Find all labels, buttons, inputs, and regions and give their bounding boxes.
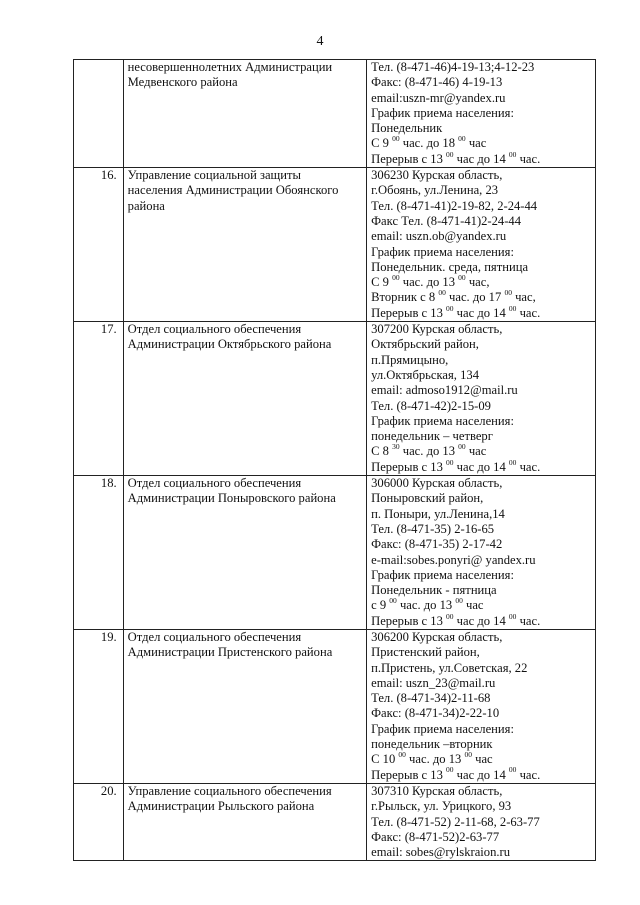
organization-name-line: Администрации Рыльского района <box>127 799 315 814</box>
contact-line: Тел. (8-471-34)2-11-68 <box>371 691 491 706</box>
contact-line: г.Рыльск, ул. Урицкого, 93 <box>371 799 512 814</box>
contact-line: Перерыв с 13 $^{00}$ час до 14 $^{00}$ час. <box>371 303 541 320</box>
contact-line: С 8 $^{30}$ час. до 13 $^{00}$ час <box>371 442 487 459</box>
contact-line: График приема населения: <box>371 244 514 259</box>
contact-details <box>367 476 596 630</box>
organization-name <box>123 476 366 630</box>
contact-line: Пристенский район, <box>371 645 480 660</box>
contact-line: Факс: (8-471-52)2-63-77 <box>371 829 500 844</box>
time-minutes: 00 <box>446 765 454 775</box>
time-minutes: 00 <box>464 750 472 760</box>
row-number: 19. <box>74 629 124 783</box>
contact-line: Вторник с 8 $^{00}$ час. до 17 $^{00}$ час, <box>371 288 536 305</box>
contact-line: Поныровский район, <box>371 491 484 506</box>
time-minutes: 00 <box>446 149 454 159</box>
row-number <box>74 60 124 168</box>
time-minutes: 00 <box>504 288 512 298</box>
time-minutes: 00 <box>438 288 446 298</box>
table-row <box>74 168 596 322</box>
organization-name <box>123 322 366 476</box>
time-minutes: 00 <box>458 272 466 282</box>
contact-details <box>367 322 596 476</box>
row-number: 17. <box>74 322 124 476</box>
time-minutes: 00 <box>389 596 397 606</box>
contact-line: Понедельник <box>371 121 443 136</box>
contact-line: п.Пристень, ул.Советская, 22 <box>371 660 528 675</box>
contact-details <box>367 168 596 322</box>
contact-line: Тел. (8-471-35) 2-16-65 <box>371 521 495 536</box>
row-number: 16. <box>74 168 124 322</box>
contact-details <box>367 783 596 860</box>
organization-name-line: Отдел социального обеспечения <box>127 476 302 491</box>
organization-name <box>123 629 366 783</box>
contact-line: Факс: (8-471-34)2-22-10 <box>371 706 500 721</box>
contact-line: 307310 Курская область, <box>371 783 503 798</box>
time-minutes: 00 <box>392 272 400 282</box>
contact-line: Факс: (8-471-35) 2-17-42 <box>371 537 503 552</box>
table-row <box>74 783 596 860</box>
contact-line: График приема населения: <box>371 413 514 428</box>
organization-name <box>123 60 366 168</box>
organization-name-line: Отдел социального обеспечения <box>127 322 302 337</box>
contact-line: 306000 Курская область, <box>371 476 503 491</box>
contact-line: График приема населения: <box>371 105 514 120</box>
contact-line: 306200 Курская область, <box>371 629 503 644</box>
contact-line: email: uszn.ob@yandex.ru <box>371 229 507 244</box>
contact-line: ул.Октябрьская, 134 <box>371 367 479 382</box>
page-number: 4 <box>316 34 324 49</box>
contact-line: email:uszn-mr@yandex.ru <box>371 90 506 105</box>
contact-line: email: uszn_23@mail.ru <box>371 675 496 690</box>
table-row <box>74 476 596 630</box>
time-minutes: 00 <box>508 765 517 775</box>
contact-line: С 10 $^{00}$ час. до 13 $^{00}$ час <box>371 750 493 767</box>
organization-name-line: несовершеннолетних Администрации <box>127 60 333 74</box>
contact-details <box>367 60 596 168</box>
contact-line: Факс Тел. (8-471-41)2-24-44 <box>371 213 522 228</box>
contact-line: Октябрьский район, <box>371 337 479 352</box>
time-minutes: 00 <box>455 596 463 606</box>
organization-name <box>123 168 366 322</box>
contact-line: 306230 Курская область, <box>371 168 503 183</box>
time-minutes: 00 <box>458 134 466 144</box>
time-minutes: 00 <box>446 611 454 621</box>
contact-line: С 9 $^{00}$ час. до 13 $^{00}$ час, <box>371 272 490 290</box>
time-minutes: 00 <box>446 457 454 467</box>
contact-line: График приема населения: <box>371 567 514 582</box>
time-minutes: 00 <box>508 611 517 621</box>
organization-name-line: Администрации Октябрьского района <box>127 337 332 352</box>
organization-name-line: Управление социального обеспечения <box>127 783 332 798</box>
contact-line: Тел. (8-471-52) 2-11-68, 2-63-77 <box>371 814 540 829</box>
contact-line: Перерыв с 13 $^{00}$ час до 14 $^{00}$ час. <box>371 149 541 166</box>
time-minutes: 00 <box>458 442 466 452</box>
organization-name <box>123 783 366 860</box>
organization-name-line: Управление социальной защиты <box>127 168 301 183</box>
contact-details <box>367 629 596 783</box>
contact-line: с 9 $^{00}$ час. до 13 $^{00}$ час <box>371 596 484 613</box>
contact-line: Тел. (8-471-41)2-19-82, 2-24-44 <box>371 198 538 213</box>
contact-line: понедельник –вторник <box>371 737 493 752</box>
contact-line: Понедельник. среда, пятница <box>371 259 529 274</box>
contact-line: Перерыв с 13 $^{00}$ час до 14 $^{00}$ час. <box>371 765 541 782</box>
contact-line: Перерыв с 13 $^{00}$ час до 14 $^{00}$ час. <box>371 457 541 474</box>
table-body <box>74 60 596 861</box>
row-number: 20. <box>74 783 124 860</box>
contact-line: п. Поныри, ул.Ленина,14 <box>371 506 505 521</box>
table-row <box>74 629 596 783</box>
contact-line: Тел. (8-471-42)2-15-09 <box>371 398 491 413</box>
organization-name-line: населения Администрации Обоянского <box>127 183 339 198</box>
registry-table <box>73 59 596 861</box>
time-minutes: 00 <box>392 134 400 144</box>
contact-line: email: admoso1912@mail.ru <box>371 383 518 398</box>
organization-name-line: Медвенского района <box>127 75 238 90</box>
contact-line: График приема населения: <box>371 721 514 736</box>
time-minutes: 00 <box>398 750 406 760</box>
contact-line: г.Обоянь, ул.Ленина, 23 <box>371 183 499 198</box>
contact-line: Тел. (8-471-46)4-19-13;4-12-23 <box>371 60 535 74</box>
organization-name-line: Администрации Пристенского района <box>127 645 333 660</box>
table-row <box>74 322 596 476</box>
contact-line: 307200 Курская область, <box>371 322 503 337</box>
table-row <box>74 60 596 168</box>
time-minutes: 30 <box>392 442 400 452</box>
contact-line: Перерыв с 13 $^{00}$ час до 14 $^{00}$ час. <box>371 611 541 628</box>
time-minutes: 00 <box>508 457 517 467</box>
contact-line: С 9 $^{00}$ час. до 18 $^{00}$ час <box>371 134 487 151</box>
organization-name-line: Отдел социального обеспечения <box>127 629 302 644</box>
time-minutes: 00 <box>446 303 454 313</box>
organization-name-line: Администрации Поныровского района <box>127 491 336 506</box>
contact-line: п.Прямицыно, <box>371 352 449 367</box>
contact-line: email: sobes@rylskraion.ru <box>371 845 511 860</box>
row-number: 18. <box>74 476 124 630</box>
organization-name-line: района <box>127 198 165 213</box>
time-minutes: 00 <box>508 149 517 159</box>
contact-line: Понедельник - пятница <box>371 583 497 598</box>
time-minutes: 00 <box>508 303 517 313</box>
contact-line: e-mail:sobes.ponyri@ yandex.ru <box>371 552 536 567</box>
contact-line: понедельник – четверг <box>371 429 493 444</box>
contact-line: Факс: (8-471-46) 4-19-13 <box>371 75 503 90</box>
